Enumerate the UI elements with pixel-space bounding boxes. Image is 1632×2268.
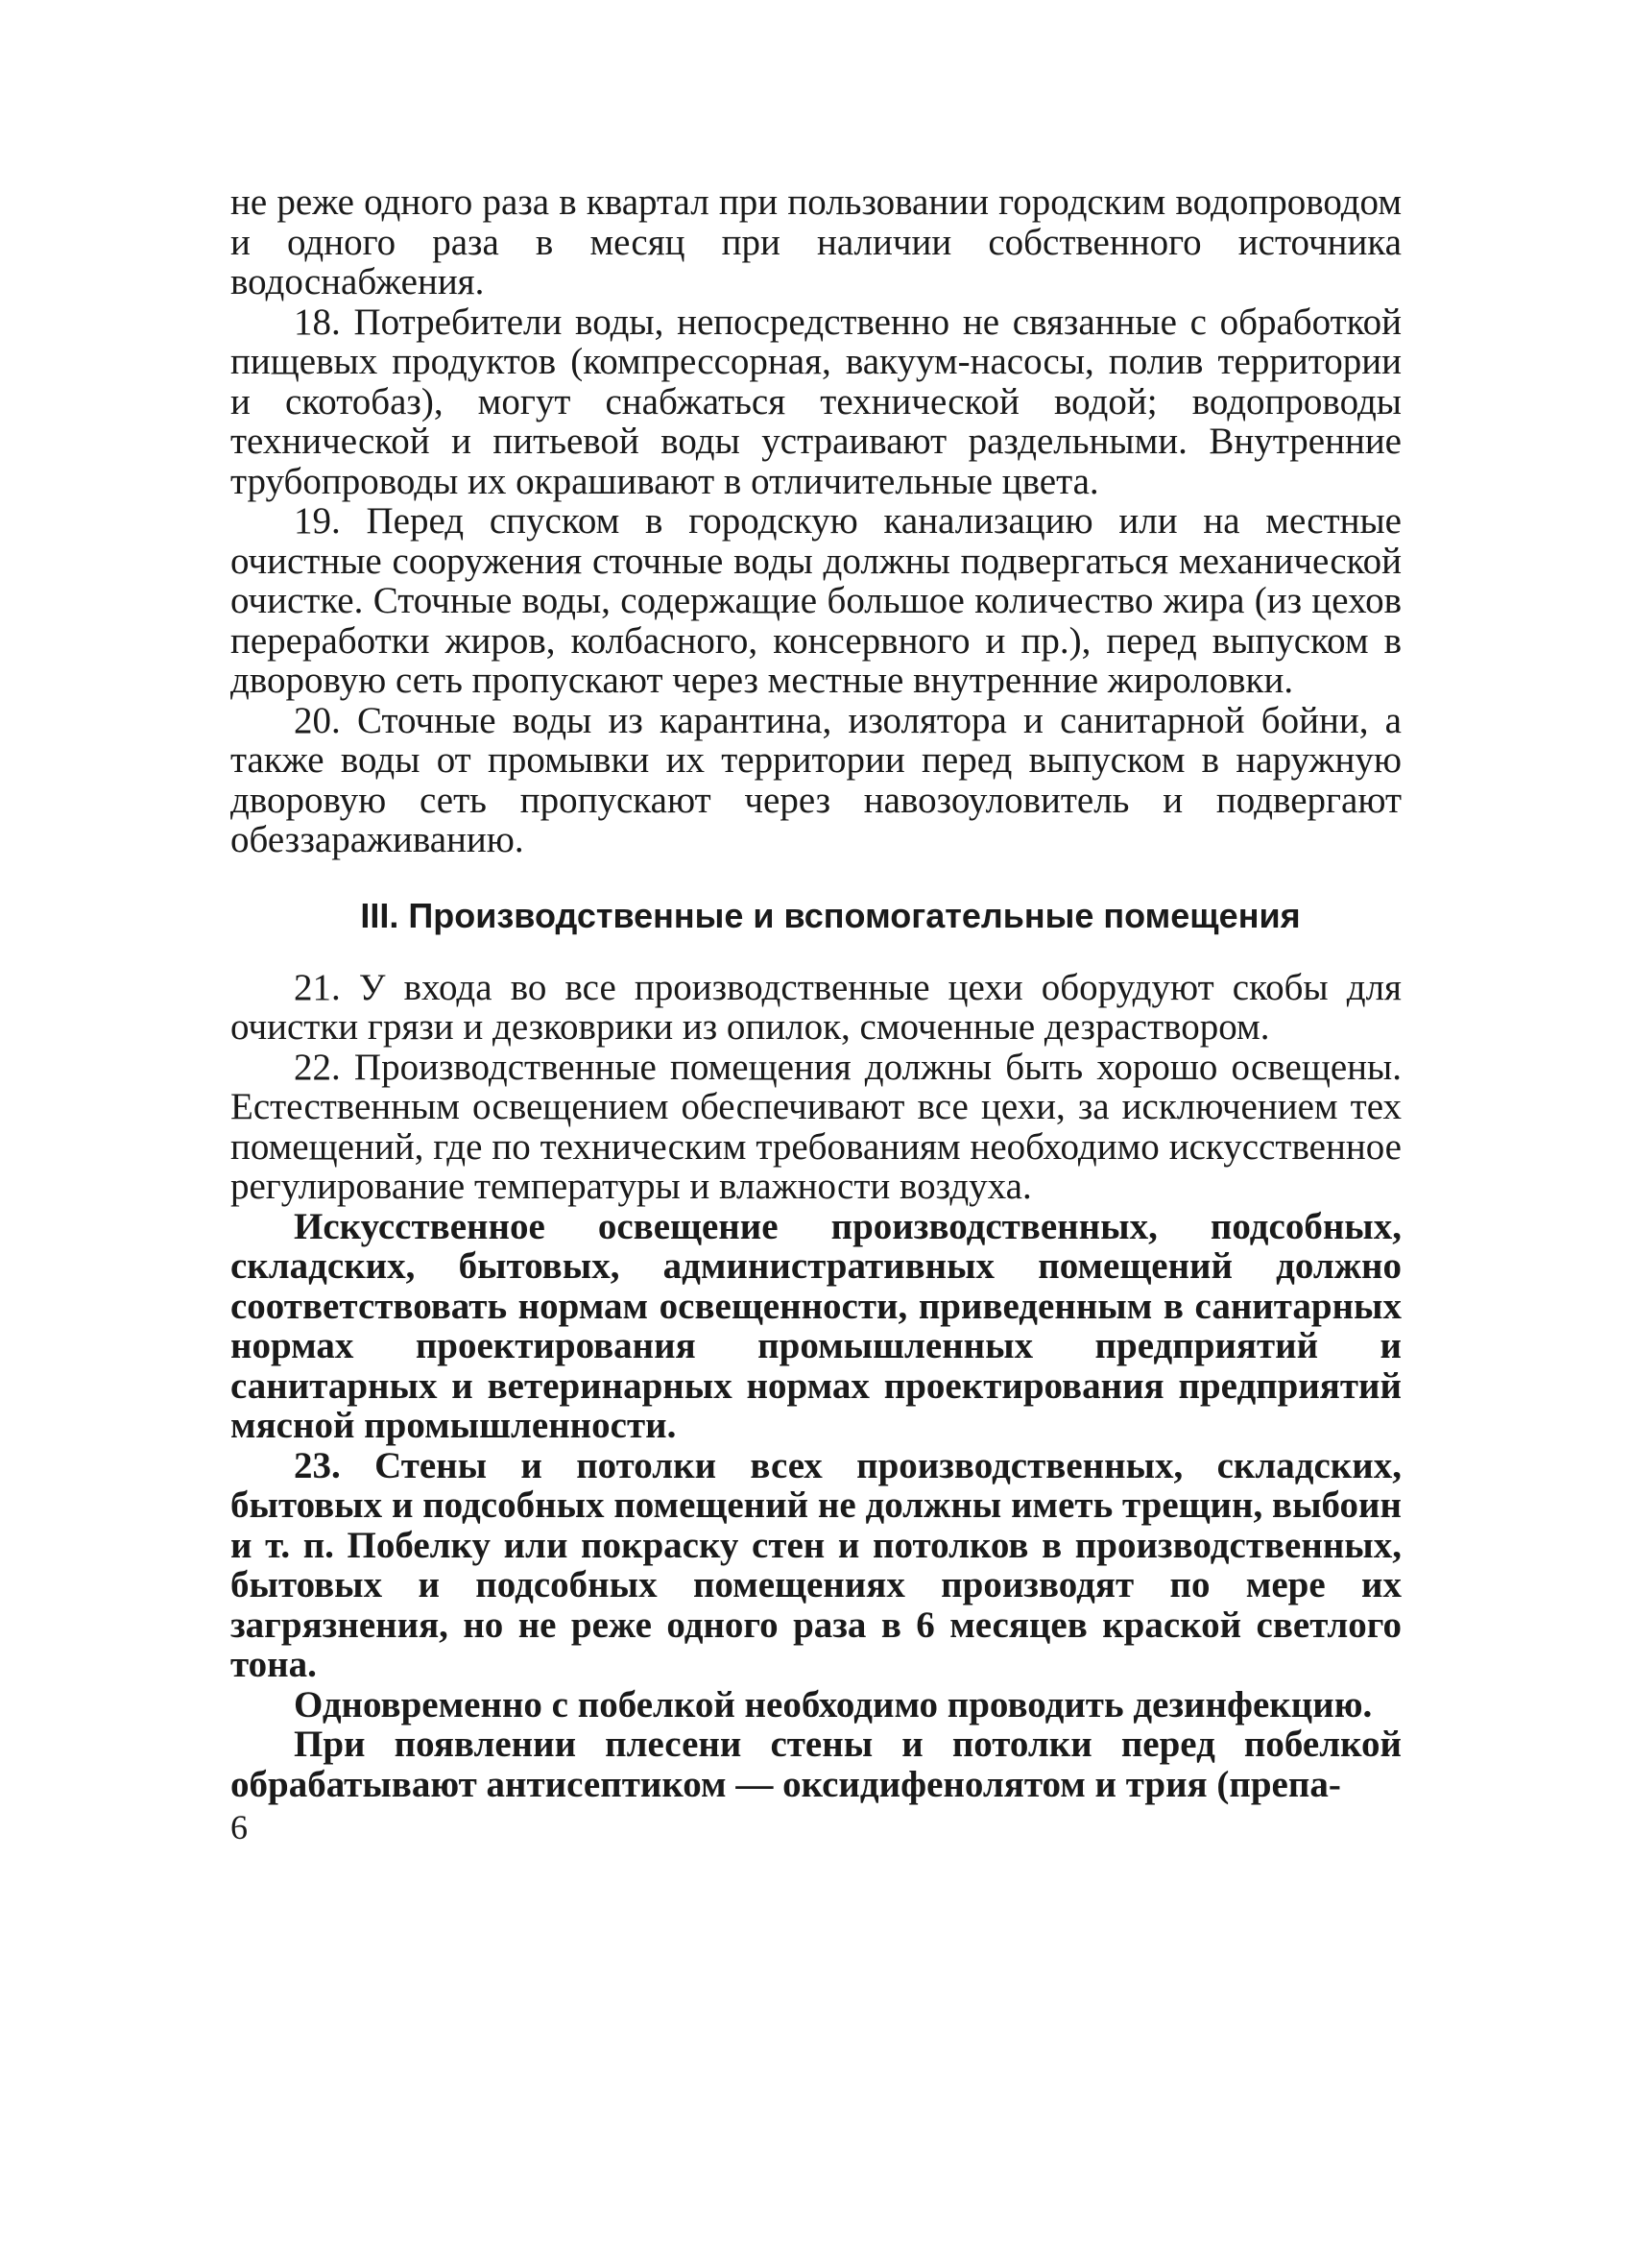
paragraph-22-lighting: Искусственное освещение производственных, подсобных, складских, бытовых, административных помещений должно соответствовать нормам освещенности, приведенным в санитарных нормах проектирования промышленных предприятий и санитарных и ветеринарных нормах проектирования предприятий мясной промышленности. bbox=[230, 1205, 1402, 1446]
paragraph-19: 19. Перед спуском в городскую канализацию или на местные очистные сооружения сточные воды должны подвергаться механической очистке. Сточные воды, содержащие большое количество жира (из цехов переработки жиров, колбасного, консервного и пр.), перед выпуском в дворовую сеть пропускают через местные внутренние жироловки. bbox=[230, 500, 1402, 701]
paragraph-23: 23. Стены и потолки всех производственных, складских, бытовых и подсобных помещений не должны иметь трещин, выбоин и т. п. Побелку или покраску стен и потолков в производственных, бытовых и подсобных помещениях производят по мере их загрязнения, но не реже одного раза в 6 месяцев краской светлого тона. bbox=[230, 1444, 1402, 1685]
paragraph-20: 20. Сточные воды из карантина, изолятора и санитарной бойни, а также воды от промывки их территории перед выпуском в наружную дворовую сеть пропускают через навозоуловитель и подвергают обеззараживанию. bbox=[230, 699, 1402, 860]
paragraph-22: 22. Производственные помещения должны быть хорошо освещены. Естественным освещением обеспечивают все цехи, за исключением тех помещений, где по техническим требованиям необходимо искусственное регулирование температуры и влажности воздуха. bbox=[230, 1046, 1402, 1207]
paragraph-21: 21. У входа во все производственные цехи оборудуют скобы для очистки грязи и дезковрики из опилок, смоченные дезраствором. bbox=[230, 966, 1402, 1048]
document-page bbox=[230, 182, 1402, 1846]
paragraph-23-mold: При появлении плесени стены и потолки перед побелкой обрабатывают антисептиком — оксидифенолятом и трия (препа- bbox=[230, 1724, 1402, 1805]
section-heading: III. Производственные и вспомогательные помещения bbox=[360, 895, 1301, 935]
page-number: 6 bbox=[230, 1808, 248, 1846]
paragraph-23-disinfection: Одновременно с побелкой необходимо проводить дезинфекцию. bbox=[294, 1683, 1373, 1725]
paragraph-continuation: не реже одного раза в квартал при пользовании городским водопроводом и одного раза в месяц при наличии собственного источника водоснабжения. bbox=[230, 181, 1402, 302]
paragraph-18: 18. Потребители воды, непосредственно не связанные с обработкой пищевых продуктов (компрессорная, вакуум-насосы, полив территории и скотобаз), могут снабжаться технической водой; водопроводы технической и питьевой воды устраивают раздельными. Внутренние трубопроводы их окрашивают в отличительные цвета. bbox=[230, 301, 1402, 502]
